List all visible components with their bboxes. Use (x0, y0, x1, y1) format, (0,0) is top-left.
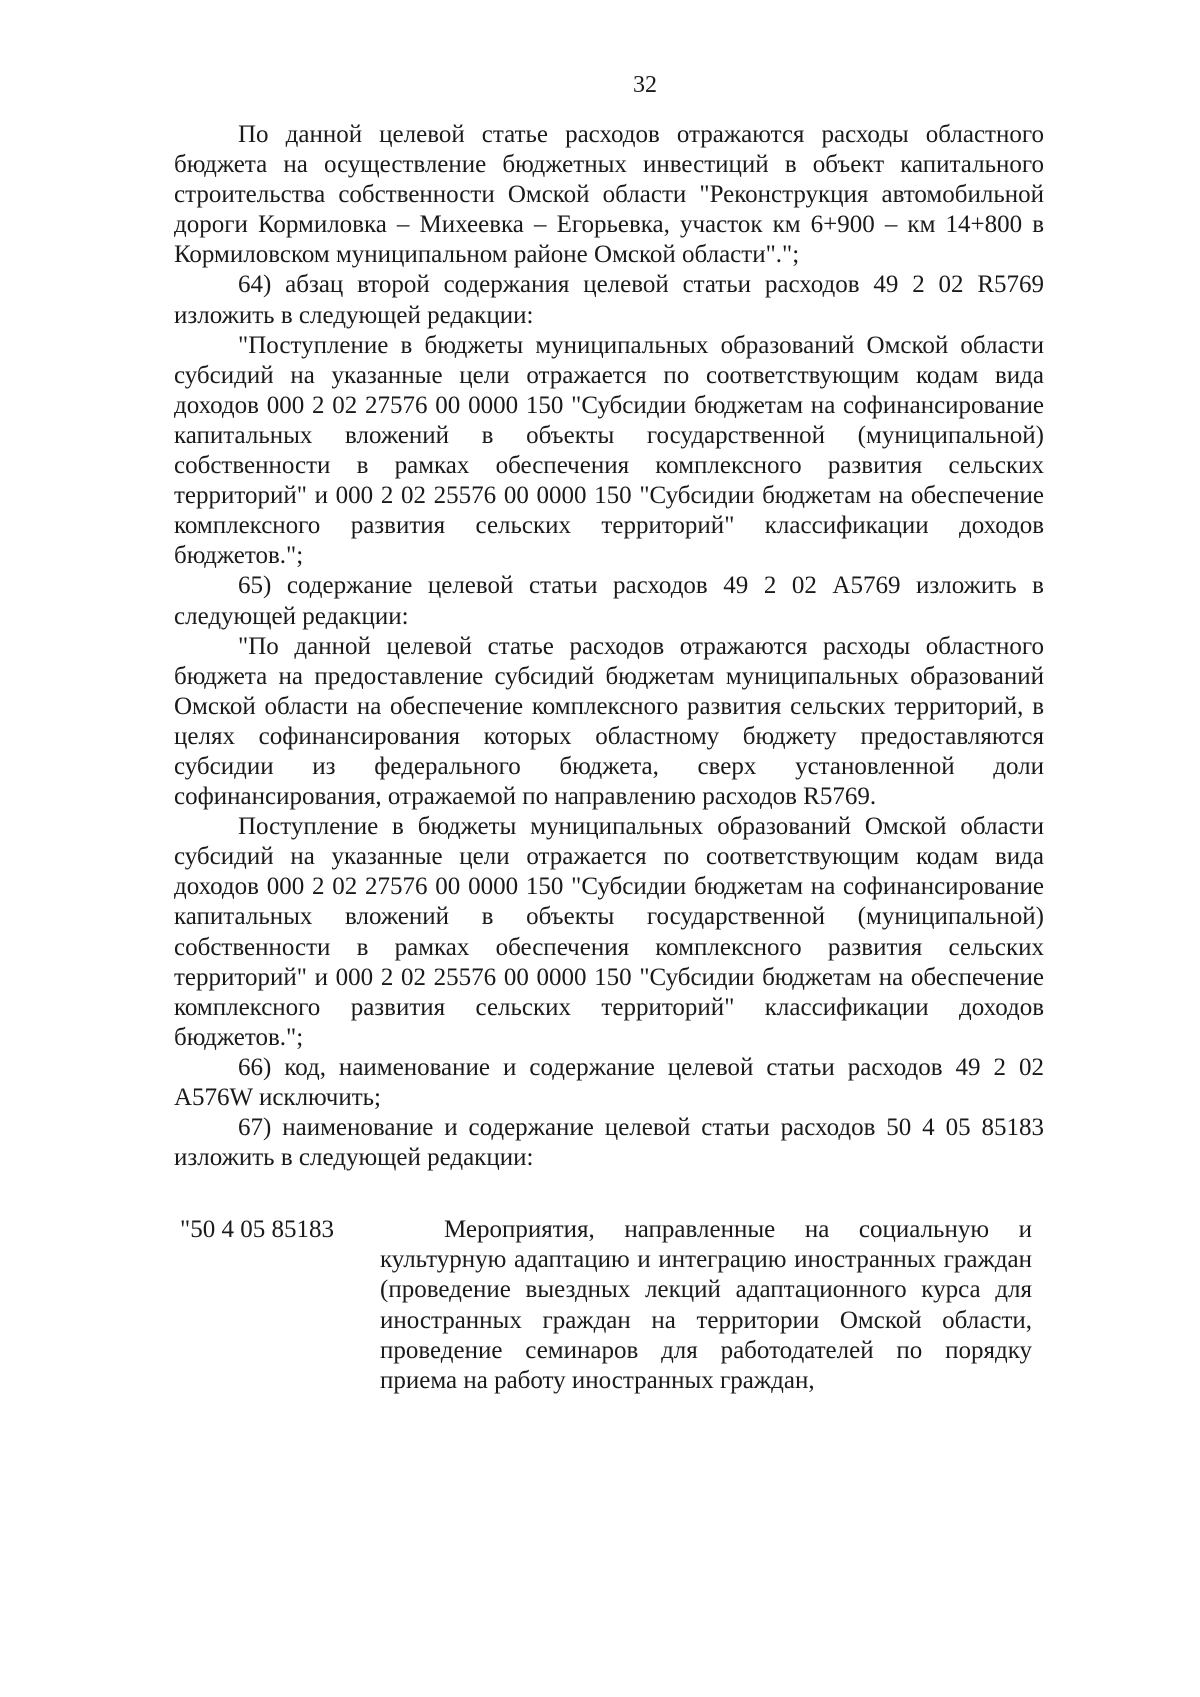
paragraph: 66) код, наименование и содержание целевой статьи расходов 49 2 02 A576W исключить; (174, 1053, 1044, 1111)
paragraph: 65) содержание целевой статьи расходов 49 2 02 A5769 изложить в следующей редакции: (174, 572, 1044, 630)
paragraph: По данной целевой статье расходов отражаются расходы областного бюджета на осуществление бюджетных инвестиций в объект капитального строительства собственности Омской области "Реконструкция автомобильной дороги Кормиловка – Михеевка – Егорьевка, участок км 6+900 – км 14+800 в Кормиловском муниципальном районе Омской области"."; (174, 121, 1044, 269)
target-article-code: "50 4 05 85183 (180, 1216, 334, 1244)
paragraph: "По данной целевой статье расходов отражаются расходы областного бюджета на предоставление субсидий бюджетам муниципальных образований Омской области на обеспечение комплексного развития сельских территорий, в целях софинансирования которых областному бюджету предоставляются субсидии из федерального бюджета, сверх установленной доли софинансирования, отражаемой по направлению расходов R5769. (174, 632, 1044, 811)
section-spacer (174, 1173, 1044, 1215)
paragraph: Поступление в бюджеты муниципальных образований Омской области субсидий на указанные цели отражается по соответствующим кодам вида доходов 000 2 02 27576 00 0000 150 "Субсидии бюджетам на софинансирование капитальных вложений в объекты государственной (муниципальной) собственности в рамках обеспечения комплексного развития сельских территорий" и 000 2 02 25576 00 0000 150 "Субсидии бюджетам на обеспечение комплексного развития сельских территорий" классификации доходов бюджетов."; (174, 813, 1044, 1051)
page-number: 32 (633, 72, 657, 98)
paragraph: 67) наименование и содержание целевой статьи расходов 50 4 05 85183 изложить в следующей редакции: (174, 1114, 1044, 1172)
code-row (174, 1215, 1032, 1396)
paragraph: 64) абзац второй содержания целевой статьи расходов 49 2 02 R5769 изложить в следующей редакции: (174, 271, 1044, 329)
target-article-description: Мероприятия, направленные на социальную и культурную адаптацию и интеграцию иностранных граждан (проведение выездных лекций адаптационного курса для иностранных граждан на территории Омской области, проведение семинаров для работодателей по порядку приема на работу иностранных граждан, (380, 1216, 1032, 1394)
document-body (174, 120, 1044, 1396)
paragraph: "Поступление в бюджеты муниципальных образований Омской области субсидий на указанные цели отражается по соответствующим кодам вида доходов 000 2 02 27576 00 0000 150 "Субсидии бюджетам на софинансирование капитальных вложений в объекты государственной (муниципальной) собственности в рамках обеспечения комплексного развития сельских территорий" и 000 2 02 25576 00 0000 150 "Субсидии бюджетам на обеспечение комплексного развития сельских территорий" классификации доходов бюджетов."; (174, 331, 1044, 570)
